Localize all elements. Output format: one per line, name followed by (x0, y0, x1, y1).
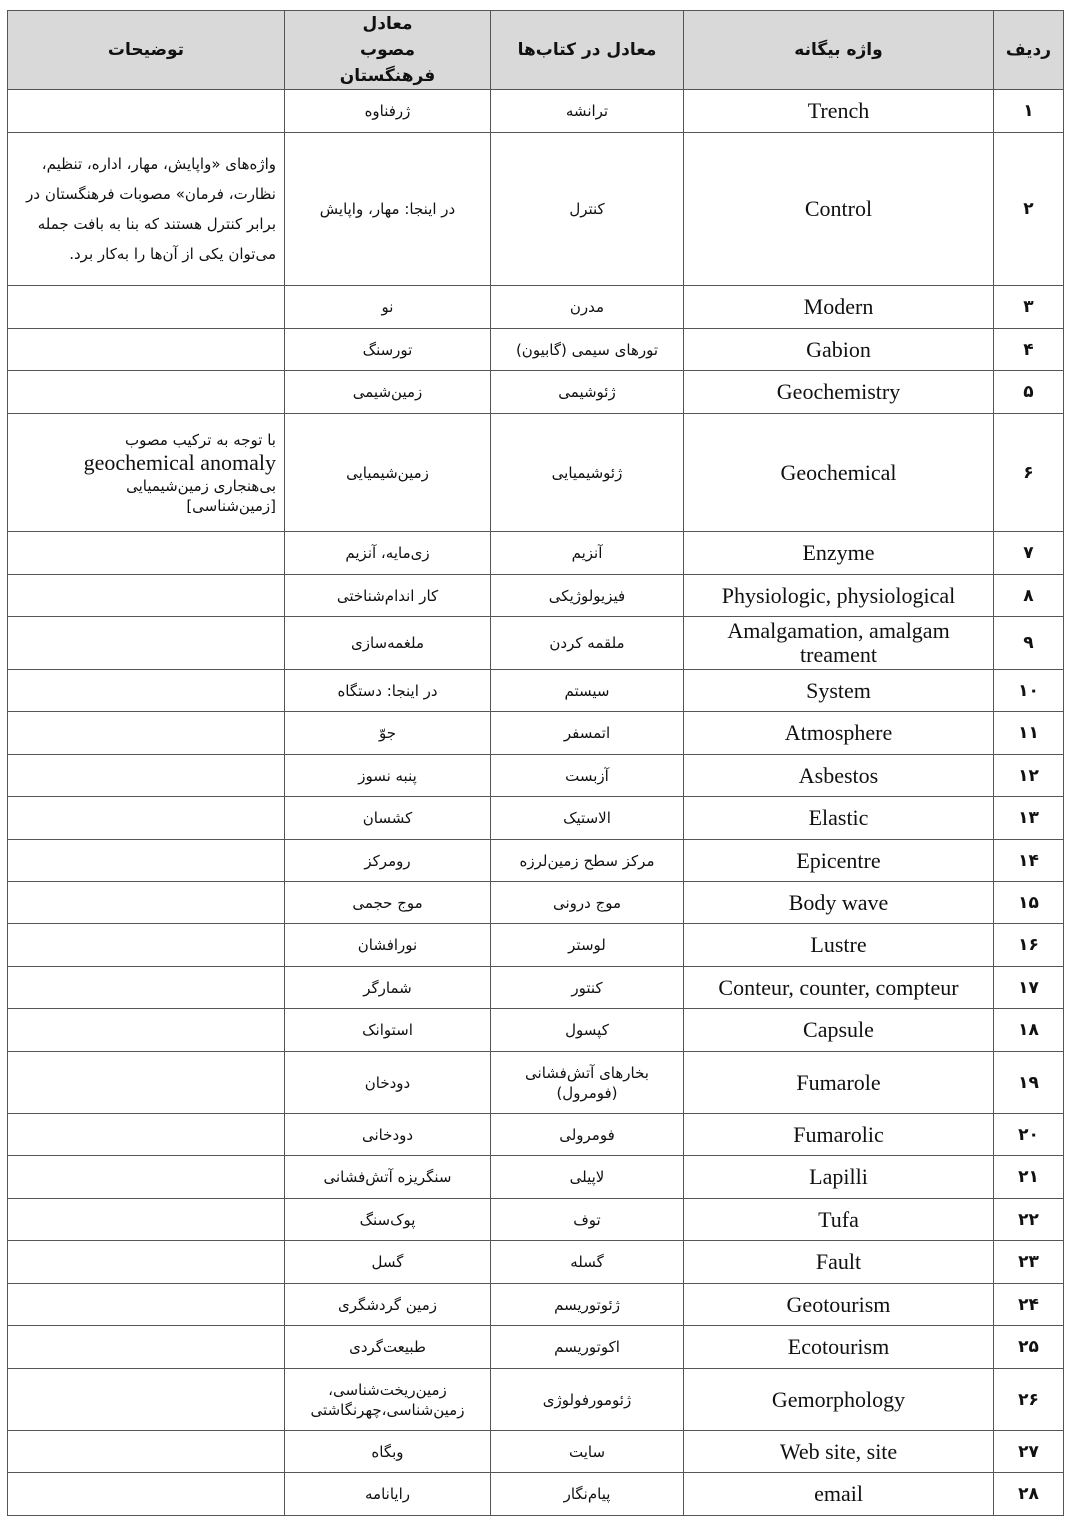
books-equivalent: آزبست (491, 755, 684, 797)
row-number: ۱۸ (994, 1009, 1064, 1052)
books-equivalent: گسله (491, 1241, 684, 1284)
header-academy-equivalent: معادل مصوب فرهنگستان (285, 11, 491, 90)
academy-equivalent: زمین گردشگری (285, 1284, 491, 1326)
table-row (8, 1326, 1064, 1369)
academy-equivalent: ملغمه‌سازی (285, 617, 491, 670)
table-row (8, 924, 1064, 967)
table-row (8, 1052, 1064, 1114)
table-row (8, 1009, 1064, 1052)
table-row (8, 286, 1064, 329)
books-equivalent: فیزیولوژیکی (491, 575, 684, 617)
foreign-word: Epicentre (684, 840, 994, 882)
notes-cell: واژه‌های «واپایش، مهار، اداره، تنظیم، نظارت، فرمان» مصوبات فرهنگستان در برابر کنترل هستند که بنا به بافت جمله می‌توان یکی از آن‌ها را به‌کار برد. (8, 133, 285, 286)
row-number: ۱۶ (994, 924, 1064, 967)
notes-cell (8, 1473, 285, 1516)
books-equivalent: لاپیلی (491, 1156, 684, 1199)
books-equivalent: بخارهای آتش‌فشانی (فومرول) (491, 1052, 684, 1114)
foreign-word: Body wave (684, 882, 994, 924)
academy-equivalent: جوّ (285, 712, 491, 755)
notes-cell (8, 371, 285, 414)
notes-cell (8, 797, 285, 840)
books-equivalent: اکوتوریسم (491, 1326, 684, 1369)
table-row (8, 1241, 1064, 1284)
foreign-word: Asbestos (684, 755, 994, 797)
academy-equivalent: ژرفناوه (285, 90, 491, 133)
books-equivalent: موج درونی (491, 882, 684, 924)
notes-line: بی‌هنجاری زمین‌شیمیایی (126, 476, 276, 495)
notes-cell (8, 329, 285, 371)
books-equivalent: الاستیک (491, 797, 684, 840)
table-row (8, 1473, 1064, 1516)
row-number: ۳ (994, 286, 1064, 329)
notes-line: geochemical anomaly (83, 449, 276, 475)
foreign-word: Lapilli (684, 1156, 994, 1199)
foreign-word: Fault (684, 1241, 994, 1284)
notes-cell (8, 1199, 285, 1241)
notes-cell (8, 1241, 285, 1284)
academy-equivalent: زی‌مایه، آنزیم (285, 532, 491, 575)
table-row (8, 967, 1064, 1009)
academy-equivalent: استوانک (285, 1009, 491, 1052)
table-row (8, 90, 1064, 133)
academy-equivalent: در اینجا: دستگاه (285, 670, 491, 712)
notes-cell (8, 882, 285, 924)
foreign-word: System (684, 670, 994, 712)
header-foreign-word: واژه بیگانه (684, 11, 994, 90)
foreign-word: Gemorphology (684, 1369, 994, 1431)
foreign-word: Fumarolic (684, 1114, 994, 1156)
notes-cell (8, 1009, 285, 1052)
row-number: ۲۵ (994, 1326, 1064, 1369)
academy-equivalent: تورسنگ (285, 329, 491, 371)
books-equivalent: کنتور (491, 967, 684, 1009)
foreign-word: Amalgamation, amalgam treament (684, 617, 994, 670)
table-row (8, 1156, 1064, 1199)
row-number: ۴ (994, 329, 1064, 371)
row-number: ۲۲ (994, 1199, 1064, 1241)
books-equivalent: ژئومورفولوژی (491, 1369, 684, 1431)
books-equivalent: مدرن (491, 286, 684, 329)
notes-cell (8, 532, 285, 575)
notes-cell (8, 1326, 285, 1369)
academy-equivalent: موج حجمی (285, 882, 491, 924)
row-number: ۸ (994, 575, 1064, 617)
table-row (8, 575, 1064, 617)
academy-equivalent: پوک‌سنگ (285, 1199, 491, 1241)
books-equivalent: ملقمه کردن (491, 617, 684, 670)
books-equivalent: توف (491, 1199, 684, 1241)
notes-cell (8, 924, 285, 967)
table-row (8, 1284, 1064, 1326)
row-number: ۱۲ (994, 755, 1064, 797)
academy-equivalent: زمین‌ریخت‌شناسی، زمین‌شناسی،چهرنگاشتی (285, 1369, 491, 1431)
table-row (8, 1114, 1064, 1156)
foreign-word: Tufa (684, 1199, 994, 1241)
row-number: ۲۰ (994, 1114, 1064, 1156)
academy-equivalent: دودخان (285, 1052, 491, 1114)
notes-cell (8, 712, 285, 755)
books-equivalent: کنترل (491, 133, 684, 286)
academy-equivalent: در اینجا: مهار، واپایش (285, 133, 491, 286)
foreign-word: Physiologic, physiological (684, 575, 994, 617)
foreign-word: Geochemistry (684, 371, 994, 414)
books-equivalent: کپسول (491, 1009, 684, 1052)
books-equivalent: لوستر (491, 924, 684, 967)
academy-equivalent: شمارگر (285, 967, 491, 1009)
row-number: ۲۸ (994, 1473, 1064, 1516)
foreign-word: Geotourism (684, 1284, 994, 1326)
books-equivalent: ترانشه (491, 90, 684, 133)
notes-cell (8, 1369, 285, 1431)
academy-equivalent: رایانامه (285, 1473, 491, 1516)
table-row (8, 882, 1064, 924)
foreign-word: Ecotourism (684, 1326, 994, 1369)
table-row (8, 371, 1064, 414)
foreign-word: Capsule (684, 1009, 994, 1052)
foreign-word: Conteur, counter, compteur (684, 967, 994, 1009)
academy-equivalent: وبگاه (285, 1431, 491, 1473)
notes-cell (8, 755, 285, 797)
row-number: ۱ (994, 90, 1064, 133)
books-equivalent: سیستم (491, 670, 684, 712)
foreign-word: Lustre (684, 924, 994, 967)
table-row (8, 755, 1064, 797)
academy-equivalent: زمین‌شیمی (285, 371, 491, 414)
header-row-number: ردیف (994, 11, 1064, 90)
foreign-word: Gabion (684, 329, 994, 371)
foreign-word: email (684, 1473, 994, 1516)
row-number: ۹ (994, 617, 1064, 670)
books-equivalent: تورهای سیمی (گابیون) (491, 329, 684, 371)
table-row (8, 329, 1064, 371)
notes-cell (8, 967, 285, 1009)
academy-equivalent: رومرکز (285, 840, 491, 882)
foreign-word: Fumarole (684, 1052, 994, 1114)
table-row (8, 840, 1064, 882)
academy-equivalent: دودخانی (285, 1114, 491, 1156)
row-number: ۲ (994, 133, 1064, 286)
table-row (8, 1199, 1064, 1241)
academy-equivalent: پنبه نسوز (285, 755, 491, 797)
foreign-word: Enzyme (684, 532, 994, 575)
notes-line: [زمین‌شناسی] (186, 496, 276, 515)
books-equivalent: سایت (491, 1431, 684, 1473)
notes-cell (8, 90, 285, 133)
notes-cell (8, 617, 285, 670)
row-number: ۲۶ (994, 1369, 1064, 1431)
foreign-word: Trench (684, 90, 994, 133)
notes-cell (8, 670, 285, 712)
row-number: ۲۱ (994, 1156, 1064, 1199)
header-books-equivalent: معادل در کتاب‌ها (491, 11, 684, 90)
row-number: ۲۳ (994, 1241, 1064, 1284)
academy-equivalent: نورافشان (285, 924, 491, 967)
table-row (8, 414, 1064, 532)
academy-equivalent: گسل (285, 1241, 491, 1284)
academy-equivalent: طبیعت‌گردی (285, 1326, 491, 1369)
row-number: ۱۰ (994, 670, 1064, 712)
foreign-word: Geochemical (684, 414, 994, 532)
notes-cell (8, 1114, 285, 1156)
books-equivalent: فومرولی (491, 1114, 684, 1156)
row-number: ۲۴ (994, 1284, 1064, 1326)
academy-equivalent: زمین‌شیمیایی (285, 414, 491, 532)
books-equivalent: ژئوشیمیایی (491, 414, 684, 532)
notes-cell (8, 840, 285, 882)
row-number: ۷ (994, 532, 1064, 575)
academy-equivalent: کار اندام‌شناختی (285, 575, 491, 617)
row-number: ۱۳ (994, 797, 1064, 840)
books-equivalent: آنزیم (491, 532, 684, 575)
foreign-word: Control (684, 133, 994, 286)
header-row (8, 11, 1064, 90)
table-row (8, 532, 1064, 575)
row-number: ۱۷ (994, 967, 1064, 1009)
row-number: ۱۱ (994, 712, 1064, 755)
academy-equivalent: کشسان (285, 797, 491, 840)
table-row (8, 1431, 1064, 1473)
books-equivalent: پیام‌نگار (491, 1473, 684, 1516)
notes-line: با توجه به ترکیب مصوب (124, 430, 276, 449)
row-number: ۶ (994, 414, 1064, 532)
row-number: ۲۷ (994, 1431, 1064, 1473)
books-equivalent: ژئوشیمی (491, 371, 684, 414)
notes-cell (8, 286, 285, 329)
table-row (8, 712, 1064, 755)
header-notes: توضیحات (8, 11, 285, 90)
table-row (8, 617, 1064, 670)
academy-equivalent: نو (285, 286, 491, 329)
row-number: ۵ (994, 371, 1064, 414)
foreign-word: Atmosphere (684, 712, 994, 755)
foreign-word: Web site, site (684, 1431, 994, 1473)
books-equivalent: اتمسفر (491, 712, 684, 755)
row-number: ۱۹ (994, 1052, 1064, 1114)
notes-cell (8, 414, 285, 532)
row-number: ۱۵ (994, 882, 1064, 924)
foreign-word: Modern (684, 286, 994, 329)
books-equivalent: مرکز سطح زمین‌لرزه (491, 840, 684, 882)
table-row (8, 797, 1064, 840)
books-equivalent: ژئوتوریسم (491, 1284, 684, 1326)
glossary-table (7, 10, 1064, 1516)
table-row (8, 133, 1064, 286)
table-row (8, 670, 1064, 712)
notes-cell (8, 1156, 285, 1199)
table-row (8, 1369, 1064, 1431)
table-body (8, 90, 1064, 1516)
row-number: ۱۴ (994, 840, 1064, 882)
notes-cell (8, 1284, 285, 1326)
notes-cell (8, 1052, 285, 1114)
foreign-word: Elastic (684, 797, 994, 840)
notes-cell (8, 1431, 285, 1473)
notes-cell (8, 575, 285, 617)
academy-equivalent: سنگریزه آتش‌فشانی (285, 1156, 491, 1199)
